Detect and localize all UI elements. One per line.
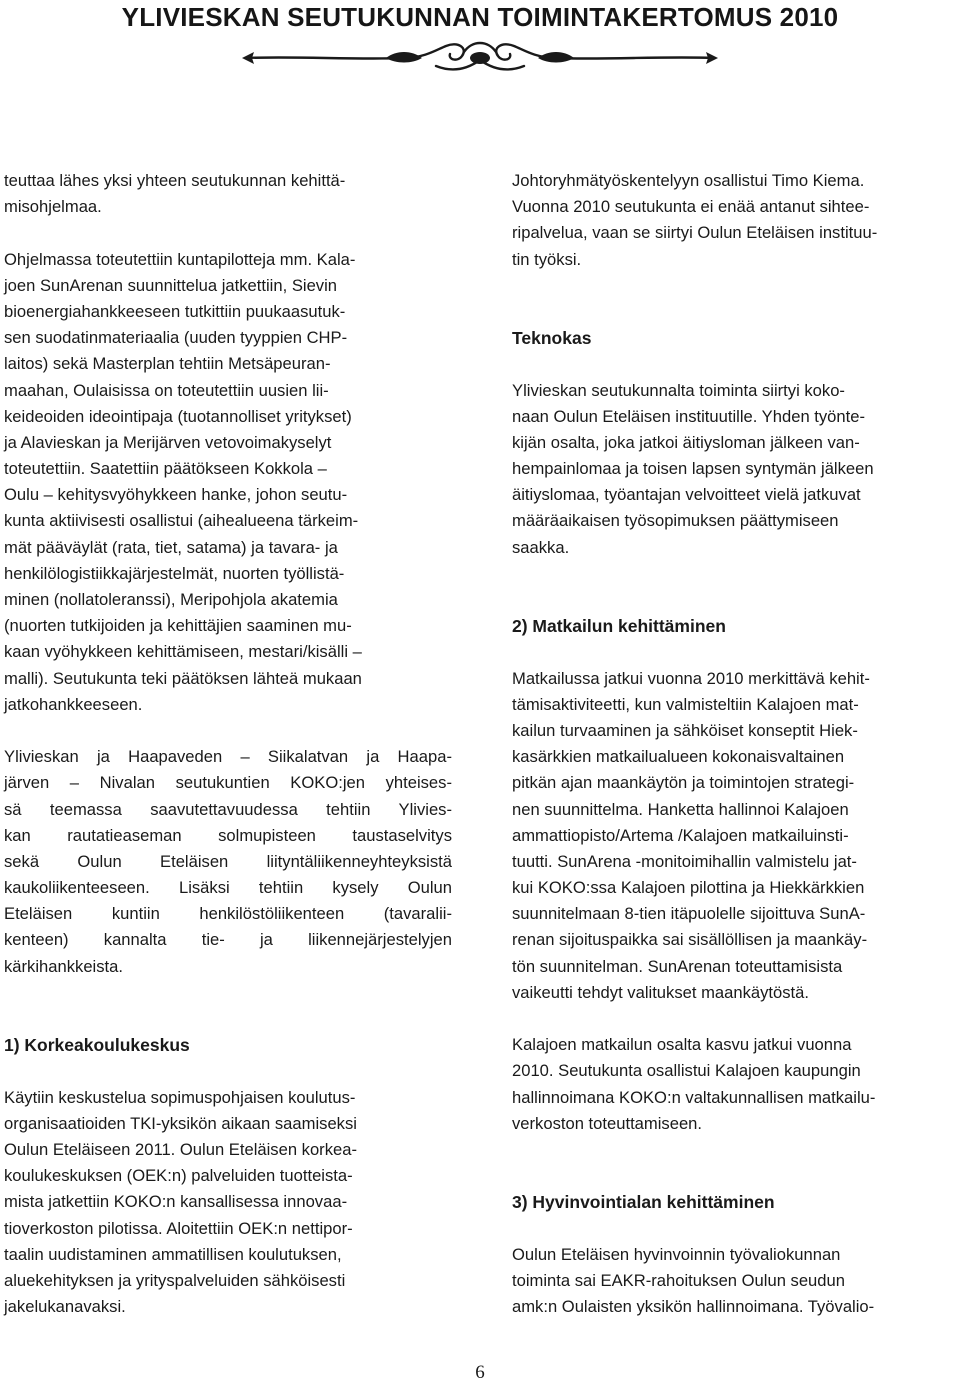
koko-paragraph [4,744,452,980]
text-line: kunta aktiivisesti osallistui (aihealueena tärkeim- [4,511,359,531]
text-line: tuutti. SunArena -monitoimihallin valmistelu jat- [512,851,857,871]
text-line: hallinnoimana KOKO:n valtakunnallisen matkailu- [512,1087,876,1107]
decorative-flourish-icon [236,36,724,80]
left-column [4,168,452,1320]
text-line: ammattiopisto/Artema /Kalajoen matkailuinsti- [512,825,849,845]
text-line: minen (nollatoleranssi), Meripohjola akatemia [4,590,338,609]
text-line: sä teemassa saavutettavuudessa tehtiin Ylivies- [4,799,452,819]
text-line: keideoiden ideointipaja (tuotannolliset yritykset) [4,406,352,426]
text-line: Oulun Eteläisen hyvinvoinnin työvaliokunnan [512,1244,841,1264]
text-line: organisaatioiden TKI-yksikön aikaan saamiseksi [4,1113,357,1133]
hyvinvointi-paragraph [512,1242,956,1321]
text-line: tioverkoston pilotissa. Aloitettiin OEK:n nettipor- [4,1218,353,1238]
teknokas-paragraph [512,378,956,561]
text-line: kan rautatieaseman solmupisteen taustaselvitys [4,825,452,845]
text-line: järven – Nivalan seutukuntien KOKO:jen yhteises- [4,773,452,793]
section-heading-hyvinvointi: 3) Hyvinvointialan kehittäminen [512,1192,775,1213]
text-line: sen suodatinmateriaalia (uuden tyyppien CHP- [4,328,348,348]
text-line: malli). Seutukunta teki päätöksen lähteä mukaan [4,668,362,688]
text-line: jakelukanavaksi. [4,1297,126,1317]
text-line: joen SunArenan suunnittelua jatkettiin, Sievin [4,275,338,295]
text-line: koulukeskuksen (OEK:n) palveluiden tuotteista- [4,1166,353,1186]
text-line: toteutettiin. Saatettiin päätökseen Kokkola – [4,459,327,479]
text-line: taalin uudistaminen ammatillisen koulutuksen, [4,1244,342,1264]
text-line: renan sijoituspaikka sai sisällöllisen ja maankäy- [512,930,868,950]
text-line: ripalvelua, vaan se siirtyi Oulun Eteläisen instituu- [512,223,878,243]
text-line: misohjelmaa. [4,197,102,217]
text-line: kenteen) kannalta tie- ja liikennejärjestelyjen [4,930,452,950]
text-line: jatkohankkeeseen. [4,694,143,714]
text-line: kärkihankkeista. [4,956,123,976]
text-line: tin työksi. [512,249,582,269]
text-line: 2010. Seutukunta osallistui Kalajoen kaupungin [512,1061,861,1081]
kasvu-paragraph [512,1032,956,1137]
text-line: mista jatkettiin KOKO:n kansallisessa innovaa- [4,1192,348,1212]
text-line: ja Alavieskan ja Merijärven vetovoimakyselyt [4,432,332,452]
text-line: määräaikaisen työsopimuksen päättymiseen [512,511,839,531]
text-line: kasärkkien matkailualueen kokonaisvaltainen [512,747,845,767]
text-line: Matkailussa jatkui vuonna 2010 merkittävä kehit- [512,668,870,688]
text-line: amk:n Oulaisten yksikön hallinnoimana. Työvalio- [512,1297,875,1317]
text-line: nen suunnittelma. Hanketta hallinnoi Kalajoen [512,799,849,819]
text-line: saakka. [512,537,570,557]
text-line: hempainlomaa ja toisen lapsen syntymän jälkeen [512,459,874,479]
text-line: naan Oulun Eteläisen instituutille. Yhden työnte- [512,406,866,426]
page-number: 6 [475,1362,485,1383]
text-line: Johtoryhmätyöskentelyyn osallistui Timo Kiema. [512,171,865,190]
pilots-paragraph [4,247,452,718]
text-line: Vuonna 2010 seutukunta ei enää antanut sihtee- [512,197,870,217]
text-line: kui KOKO:ssa Kalajoen pilottina ja Hiekkärkkien [512,878,865,898]
text-line: aluekehityksen ja yrityspalveluiden sähköisesti [4,1270,346,1290]
text-line: henkilölogistiikkajärjestelmät, nuorten työllistä- [4,563,345,583]
text-line: mät pääväylät (rata, tiet, satama) ja tavara- ja [4,537,338,557]
section-heading-korkeakoulu: 1) Korkeakoulukeskus [4,1035,190,1056]
section-heading-matkailu: 2) Matkailun kehittäminen [512,616,726,637]
page-header-title: YLIVIESKAN SEUTUKUNNAN TOIMINTAKERTOMUS 2010 [121,2,839,32]
text-line: tön suunnitelman. SunArenan toteuttamisista [512,956,843,976]
text-line: verkoston toteuttamiseen. [512,1113,703,1133]
text-line: Eteläisen kuntiin henkilöstöliikenteen (tavaralii- [4,904,452,924]
text-line: teuttaa lähes yksi yhteen seutukunnan kehittä- [4,171,346,190]
text-line: äitiyslomaa, työantajan velvoitteet vielä jatkuvat [512,485,861,505]
right-column [512,168,956,1320]
text-line: Ohjelmassa toteutettiin kuntapilotteja mm. Kala- [4,249,356,269]
text-line: (nuorten tutkijoiden ja kehittäjien saaminen mu- [4,616,352,636]
text-line: maahan, Oulaisissa on toteutettiin uusien lii- [4,380,329,400]
text-line: pitkän ajan maankäytön ja toimintojen strategi- [512,773,855,793]
right-intro-paragraph [512,168,956,273]
text-line: laitos) sekä Masterplan tehtiin Metsäpeuran- [4,354,331,374]
text-line: Oulu – kehitysvyöhykkeen hanke, johon seutu- [4,485,348,505]
text-line: toiminta sai EAKR-rahoituksen Oulun seudun [512,1270,845,1290]
korkeakoulu-paragraph [4,1085,452,1321]
text-line: kaan vyöhykkeen kehittämiseen, mestari/kisälli – [4,642,362,662]
text-line: Kalajoen matkailun osalta kasvu jatkui vuonna [512,1035,852,1055]
text-line: suunnitelmaan 8-tien itäpuolelle sijoittuva SunA- [512,904,866,924]
left-intro-paragraph [4,168,452,220]
text-line: bioenergiahankkeeseen tutkittiin puukaasutuk- [4,301,346,321]
text-line: kijän osalta, joka jatkoi äitiysloman jälkeen van- [512,432,860,452]
text-line: Käytiin keskustelua sopimuspohjaisen koulutus- [4,1087,356,1107]
text-line: Ylivieskan ja Haapaveden – Siikalatvan ja Haapa- [4,747,452,767]
text-line: tämisaktiviteetti, kun valmisteltiin Kalajoen mat- [512,694,859,714]
text-line: kailun turvaaminen ja sähköiset konseptit Hiek- [512,720,858,740]
text-line: vaikeutti tehdyt valitukset maankäytöstä. [512,982,809,1002]
text-line: Ylivieskan seutukunnalta toiminta siirtyi koko- [512,380,845,400]
text-line: sekä Oulun Eteläisen liityntäliikenneyhteyksistä [4,851,452,871]
matkailu-paragraph [512,666,956,1006]
text-line: Oulun Eteläiseen 2011. Oulun Eteläisen korkea- [4,1139,357,1159]
section-heading-teknokas: Teknokas [512,328,592,349]
text-line: kaukoliikenteeseen. Lisäksi tehtiin kysely Oulun [4,878,452,898]
